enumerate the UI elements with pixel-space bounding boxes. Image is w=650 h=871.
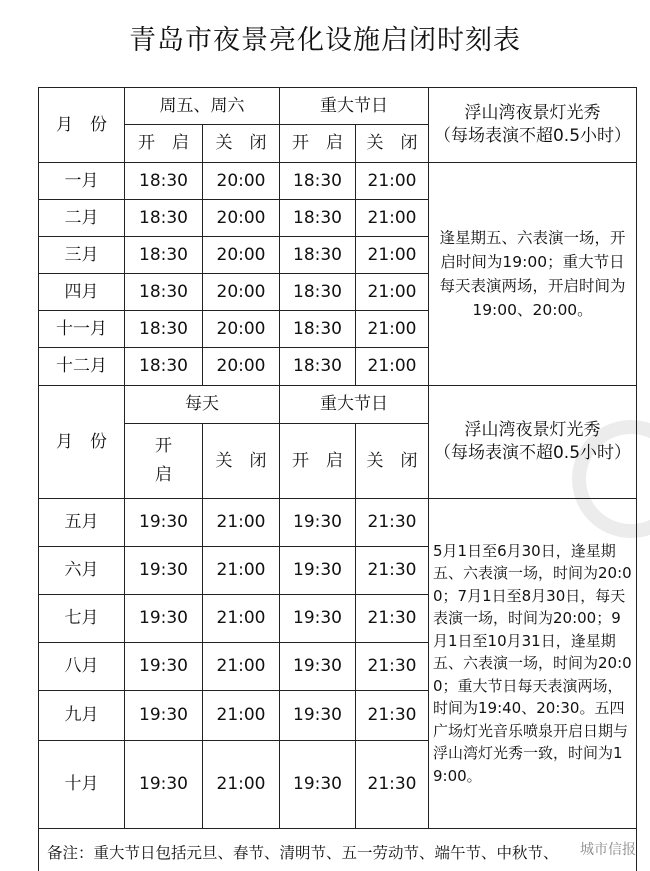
header-holiday: 重大节日 [280,88,429,125]
time-cell: 19:30 [280,547,356,595]
time-cell: 19:30 [280,499,356,547]
month-cell: 二月 [39,200,125,237]
watermark: 城市信报 [580,842,636,858]
time-cell: 20:00 [203,274,280,311]
time-cell: 21:00 [356,237,429,274]
time-cell: 21:00 [356,163,429,200]
time-cell: 21:00 [203,499,280,547]
time-cell: 19:30 [125,741,203,829]
time-cell: 21:00 [203,595,280,643]
time-cell: 21:00 [356,274,429,311]
header-light-show [429,88,637,163]
time-cell: 19:30 [280,595,356,643]
time-cell: 21:00 [356,200,429,237]
time-cell: 19:30 [125,547,203,595]
time-cell: 20:00 [203,163,280,200]
time-cell: 18:30 [125,348,203,386]
month-cell: 十月 [39,741,125,829]
page-title: 青岛市夜景亮化设施启闭时刻表 [129,25,521,56]
light-show-subtitle: （每场表演不超0.5小时） [433,126,632,146]
light-show-title: 浮山湾夜景灯光秀 [464,103,601,124]
table-row [39,163,637,200]
time-cell: 20:00 [203,348,280,386]
header-close: 关 闭 [356,125,429,163]
header-daily: 每天 [125,386,280,424]
time-cell: 18:30 [125,237,203,274]
time-cell: 18:30 [280,163,356,200]
time-cell: 21:30 [356,499,429,547]
time-cell: 19:30 [125,691,203,741]
time-cell: 18:30 [125,163,203,200]
time-cell: 18:30 [125,200,203,237]
month-cell: 十一月 [39,311,125,348]
month-cell: 五月 [39,499,125,547]
month-cell: 四月 [39,274,125,311]
time-cell: 21:00 [203,691,280,741]
time-cell: 19:30 [125,499,203,547]
time-cell: 21:00 [356,311,429,348]
time-cell: 19:30 [280,741,356,829]
header-open: 开 启 [280,424,356,499]
time-cell: 21:30 [356,643,429,691]
time-cell: 18:30 [280,274,356,311]
header-open: 开 启 [280,125,356,163]
time-cell: 18:30 [280,348,356,386]
header-close: 关 闭 [356,424,429,499]
time-cell: 18:30 [125,311,203,348]
time-cell: 20:00 [203,311,280,348]
light-show-note: 5月1日至6月30日，逢星期五、六表演一场，时间为20:00；7月1日至8月30日，每天表演一场，时间为20:00；9月1日至10月31日，逢星期五、六表演一场，时间为20:00；重大节日每天表演两场，时间为19:40、20:30。五四广场灯光音乐喷泉开启日期与浮山湾灯光秀一致，时间为19:00。 [429,499,637,829]
month-cell: 三月 [39,237,125,274]
time-cell: 19:30 [125,643,203,691]
month-cell: 八月 [39,643,125,691]
header-open [125,424,203,499]
header-close: 关 闭 [203,125,280,163]
time-cell: 20:00 [203,237,280,274]
month-header: 月 份 [39,386,125,499]
time-cell: 18:30 [280,237,356,274]
header-holiday: 重大节日 [280,386,429,424]
header-open-char-1: 开 [155,436,172,457]
time-cell: 18:30 [125,274,203,311]
month-cell: 六月 [39,547,125,595]
time-cell: 21:00 [356,348,429,386]
time-cell: 21:30 [356,691,429,741]
header-fri-sat: 周五、周六 [125,88,280,125]
time-cell: 19:30 [125,595,203,643]
month-cell: 十二月 [39,348,125,386]
time-cell: 21:30 [356,547,429,595]
time-cell: 21:00 [203,643,280,691]
month-cell: 一月 [39,163,125,200]
header-open: 开 启 [125,125,203,163]
time-cell: 19:30 [280,643,356,691]
time-cell: 18:30 [280,311,356,348]
header-open-char-2: 启 [155,465,172,485]
remark: 备注：重大节日包括元旦、春节、清明节、五一劳动节、端午节、中秋节、 [39,829,637,871]
table-row [39,499,637,547]
month-header: 月 份 [39,88,125,163]
header-light-show [429,386,637,499]
light-show-title: 浮山湾夜景灯光秀 [464,420,601,441]
time-cell: 21:00 [203,547,280,595]
light-show-subtitle: （每场表演不超0.5小时） [433,443,632,463]
time-cell: 21:00 [203,741,280,829]
month-cell: 九月 [39,691,125,741]
time-cell: 19:30 [280,691,356,741]
time-cell: 21:30 [356,595,429,643]
header-close: 关 闭 [203,424,280,499]
time-cell: 18:30 [280,200,356,237]
month-cell: 七月 [39,595,125,643]
light-show-note: 逢星期五、六表演一场，开启时间为19:00；重大节日每天表演两场，开启时间为19:00、20:00。 [429,163,637,386]
time-cell: 21:30 [356,741,429,829]
time-cell: 20:00 [203,200,280,237]
schedule-table [38,87,637,871]
